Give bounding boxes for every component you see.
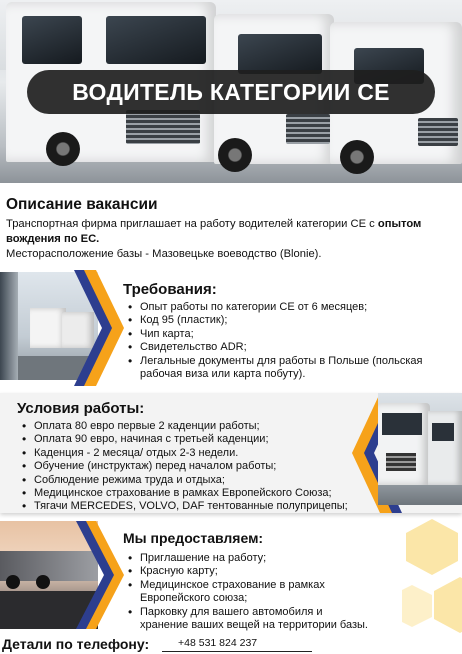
requirements-heading: Требования:: [123, 281, 217, 298]
list-item: • Приглашение на работу;: [140, 552, 372, 565]
list-item: • Медицинское страхование в рамках Европейского Союза;: [34, 487, 374, 500]
offer-chevron: [76, 521, 124, 629]
contact-line: [2, 636, 462, 654]
description-text: [6, 217, 456, 262]
list-item: • Парковку для вашего автомобиля и хранение ваших вещей на территории базы.: [140, 606, 372, 633]
list-item: • Легальные документы для работы в Польше (польская рабочая виза или карта побуту).: [140, 355, 460, 382]
offer-heading: Мы предоставляем:: [123, 530, 264, 546]
description-line2: Месторасположение базы - Мазовецькe воеводство (Blonie).: [6, 248, 322, 260]
phone-number[interactable]: +48 531 824 237: [178, 637, 258, 649]
list-item: • Тягачи MERCEDES, VOLVO, DAF тентованные полуприцепы;: [34, 500, 374, 513]
requirements-list: [126, 301, 460, 381]
list-item: • Чип карта;: [140, 328, 460, 341]
hero-title-text: ВОДИТЕЛЬ КАТЕГОРИИ CE: [72, 78, 390, 105]
list-item: • Опыт работы по категории CE от 6 месяцев;: [140, 301, 460, 314]
phone-underline: [162, 651, 312, 652]
list-item: • Каденция - 2 месяца/ отдых 2-3 недели.: [34, 447, 374, 460]
description-line1-bold: опытом вождения по ЕС.: [6, 218, 422, 245]
hero-banner: [0, 0, 462, 183]
list-item: • Свидетельство ADR;: [140, 341, 460, 354]
hexagon-decoration: [402, 515, 462, 635]
hero-title: [27, 70, 435, 114]
offer-list: [126, 552, 372, 632]
list-item: • Обучение (инструктаж) перед началом работы;: [34, 460, 374, 473]
description-line1: Транспортная фирма приглашает на работу водителей категории CE с: [6, 218, 378, 230]
conditions-list: [20, 420, 374, 514]
contact-label: Детали по телефону:: [2, 636, 150, 652]
list-item: • Медицинское страхование в рамках Европейского союза;: [140, 579, 372, 606]
list-item: • Оплата 90 евро, начиная с третьей каденции;: [34, 433, 374, 446]
description-heading: Описание вакансии: [6, 196, 158, 213]
list-item: • Красную карту;: [140, 565, 372, 578]
list-item: • Соблюдение режима труда и отдыха;: [34, 474, 374, 487]
list-item: • Оплата 80 евро первые 2 каденции работы;: [34, 420, 374, 433]
conditions-heading: Условия работы:: [17, 400, 145, 417]
conditions-photo: [378, 393, 462, 505]
requirements-chevron: [74, 270, 124, 386]
list-item: • Код 95 (пластик);: [140, 314, 460, 327]
